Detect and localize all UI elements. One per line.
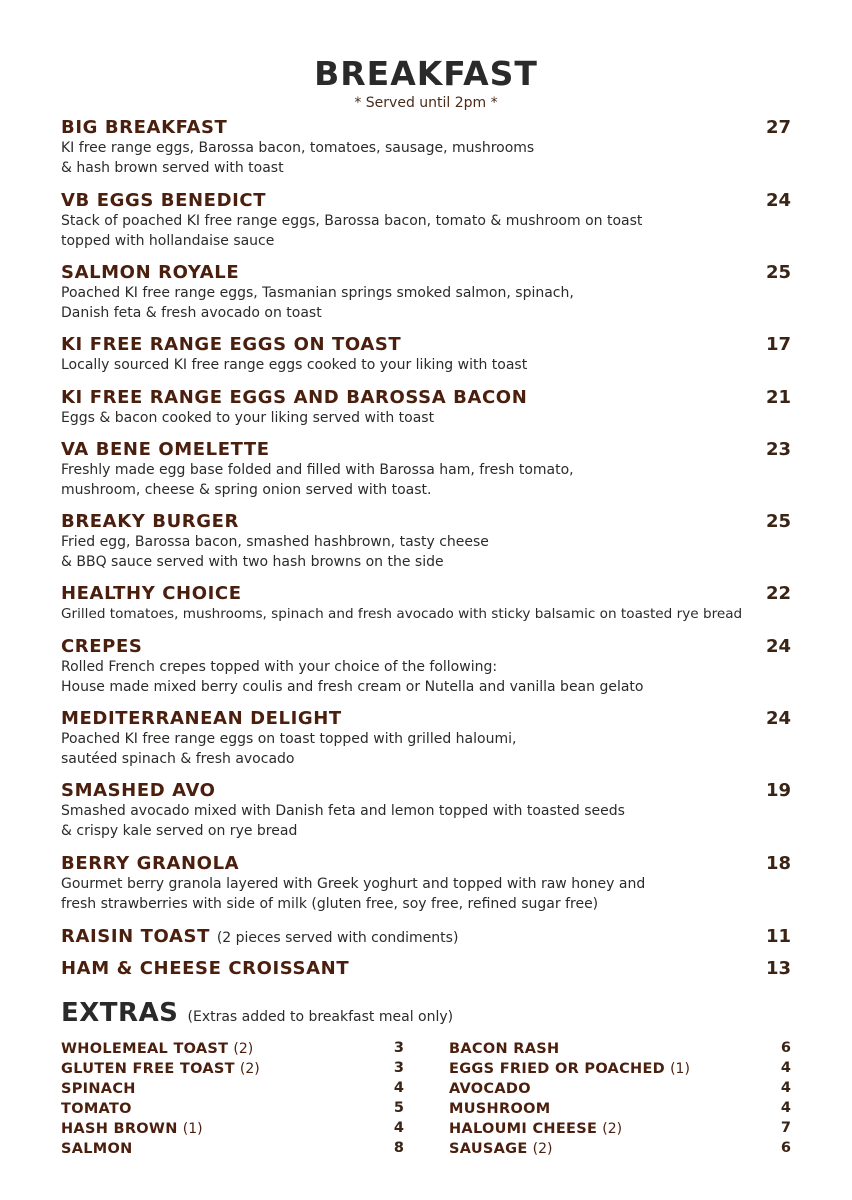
extras-title: EXTRAS (61, 998, 179, 1028)
extra-price: 6 (780, 1040, 791, 1056)
item-name: VB EGGS BENEDICT (61, 190, 267, 211)
menu-item (61, 334, 791, 375)
extra-qty: (2) (602, 1121, 623, 1137)
extra-price: 8 (393, 1140, 404, 1156)
item-name: KI FREE RANGE EGGS ON TOAST (61, 334, 402, 355)
extra-item (61, 1118, 404, 1138)
menu-item (61, 117, 791, 178)
item-description-line: Gourmet berry granola layered with Greek yoghurt and topped with raw honey and (61, 876, 646, 892)
extra-name: MUSHROOM (449, 1101, 551, 1117)
extra-price: 3 (393, 1060, 404, 1076)
item-description (61, 604, 791, 624)
extra-qty: (2) (239, 1061, 260, 1077)
extra-item (61, 1098, 404, 1118)
extra-name: AVOCADO (449, 1081, 531, 1097)
item-description-line: Locally sourced KI free range eggs cooked to your liking with toast (61, 357, 528, 373)
item-price: 19 (765, 780, 791, 801)
item-description-line: Poached KI free range eggs, Tasmanian springs smoked salmon, spinach, (61, 285, 574, 301)
item-name: MEDITERRANEAN DELIGHT (61, 708, 342, 729)
extras-list-right (449, 1038, 791, 1158)
extra-item (449, 1098, 791, 1118)
item-price: 11 (765, 926, 791, 947)
extras-list-left (61, 1038, 404, 1158)
extra-qty: (1) (182, 1121, 203, 1137)
extra-price: 4 (780, 1100, 791, 1116)
item-description (61, 729, 791, 769)
item-description-line: & hash brown served with toast (61, 160, 284, 176)
item-price: 24 (765, 190, 791, 211)
item-description-line: & crispy kale served on rye bread (61, 823, 298, 839)
extra-name: HALOUMI CHEESE (449, 1121, 598, 1137)
extra-qty: (2) (233, 1041, 254, 1057)
menu-item (61, 853, 791, 914)
extra-item (61, 1058, 404, 1078)
item-description (61, 408, 791, 428)
item-description (61, 138, 791, 178)
item-price: 13 (765, 958, 791, 979)
item-description-line: Poached KI free range eggs on toast topped with grilled haloumi, (61, 731, 517, 747)
extra-item (449, 1078, 791, 1098)
item-name: BERRY GRANOLA (61, 853, 240, 874)
item-description-line: sautéed spinach & fresh avocado (61, 751, 295, 767)
item-description (61, 657, 791, 697)
extra-item (61, 1138, 404, 1158)
item-name: SALMON ROYALE (61, 262, 240, 283)
extra-price: 3 (393, 1040, 404, 1056)
extra-price: 4 (393, 1120, 404, 1136)
extra-name: SPINACH (61, 1081, 136, 1097)
item-name-text: RAISIN TOAST (61, 926, 210, 947)
extra-name: WHOLEMEAL TOAST (61, 1041, 229, 1057)
extra-item (61, 1078, 404, 1098)
item-description (61, 801, 791, 841)
item-price: 27 (765, 117, 791, 138)
item-note: (2 pieces served with condiments) (216, 930, 459, 946)
item-description (61, 874, 791, 914)
extra-price: 5 (393, 1100, 404, 1116)
item-price: 23 (765, 439, 791, 460)
item-name: VA BENE OMELETTE (61, 439, 270, 460)
item-description (61, 460, 791, 500)
item-description-line: Freshly made egg base folded and filled with Barossa ham, fresh tomato, (61, 462, 574, 478)
page-title: BREAKFAST (314, 54, 538, 93)
item-name (61, 926, 791, 949)
extra-item (449, 1118, 791, 1138)
item-description (61, 532, 791, 572)
page-subtitle: * Served until 2pm * (354, 95, 498, 111)
extra-price: 4 (780, 1060, 791, 1076)
item-description-line: topped with hollandaise sauce (61, 233, 275, 249)
item-name: HEALTHY CHOICE (61, 583, 242, 604)
extras-heading (61, 998, 453, 1028)
menu-item (61, 780, 791, 841)
menu-item (61, 387, 791, 428)
menu-item (61, 190, 791, 251)
extra-item (61, 1038, 404, 1058)
item-price: 25 (765, 262, 791, 283)
extra-price: 7 (780, 1120, 791, 1136)
item-description-line: Stack of poached KI free range eggs, Barossa bacon, tomato & mushroom on toast (61, 213, 643, 229)
item-name: BREAKY BURGER (61, 511, 239, 532)
item-description-line: House made mixed berry coulis and fresh cream or Nutella and vanilla bean gelato (61, 679, 644, 695)
menu-item (61, 583, 791, 624)
extra-item (449, 1058, 791, 1078)
item-price: 17 (765, 334, 791, 355)
extra-name: GLUTEN FREE TOAST (61, 1061, 235, 1077)
item-name: SMASHED AVO (61, 780, 216, 801)
menu-item (61, 636, 791, 697)
menu-item (61, 511, 791, 572)
extra-qty: (2) (532, 1141, 553, 1157)
item-description-line: Danish feta & fresh avocado on toast (61, 305, 322, 321)
extra-price: 6 (780, 1140, 791, 1156)
item-description-line: & BBQ sauce served with two hash browns on the side (61, 554, 444, 570)
menu-item (61, 926, 791, 949)
menu-item (61, 958, 791, 980)
item-price: 24 (765, 708, 791, 729)
extra-item (449, 1138, 791, 1158)
extra-name: SAUSAGE (449, 1141, 528, 1157)
extras-note: (Extras added to breakfast meal only) (187, 1009, 454, 1025)
menu-item (61, 439, 791, 500)
menu-item (61, 262, 791, 323)
menu-item (61, 708, 791, 769)
extra-price: 4 (393, 1080, 404, 1096)
extra-qty: (1) (670, 1061, 690, 1077)
extra-name: BACON RASH (449, 1041, 560, 1057)
item-name: HAM & CHEESE CROISSANT (61, 958, 350, 979)
item-description (61, 355, 791, 375)
item-name: BIG BREAKFAST (61, 117, 228, 138)
extra-name: EGGS FRIED OR POACHED (449, 1061, 665, 1077)
item-price: 22 (765, 583, 791, 604)
item-description (61, 211, 791, 251)
item-description-line: Fried egg, Barossa bacon, smashed hashbrown, tasty cheese (61, 534, 489, 550)
extra-name: TOMATO (61, 1101, 132, 1117)
item-description-line: Rolled French crepes topped with your choice of the following: (61, 659, 498, 675)
item-price: 24 (765, 636, 791, 657)
item-name: CREPES (61, 636, 143, 657)
item-description-line: fresh strawberries with side of milk (gluten free, soy free, refined sugar free) (61, 896, 599, 912)
item-description-line: Smashed avocado mixed with Danish feta and lemon topped with toasted seeds (61, 803, 625, 819)
item-description-line: Grilled tomatoes, mushrooms, spinach and fresh avocado with sticky balsamic on toasted rye bread (61, 606, 743, 622)
item-price: 21 (765, 387, 791, 408)
item-description-line: Eggs & bacon cooked to your liking served with toast (61, 410, 435, 426)
extra-name: HASH BROWN (61, 1121, 178, 1137)
item-description-line: KI free range eggs, Barossa bacon, tomatoes, sausage, mushrooms (61, 140, 535, 156)
item-price: 18 (765, 853, 791, 874)
item-name: KI FREE RANGE EGGS AND BAROSSA BACON (61, 387, 528, 408)
extra-item (449, 1038, 791, 1058)
item-description-line: mushroom, cheese & spring onion served with toast. (61, 482, 432, 498)
extra-price: 4 (780, 1080, 791, 1096)
item-description (61, 283, 791, 323)
extra-name: SALMON (61, 1141, 133, 1157)
item-price: 25 (765, 511, 791, 532)
